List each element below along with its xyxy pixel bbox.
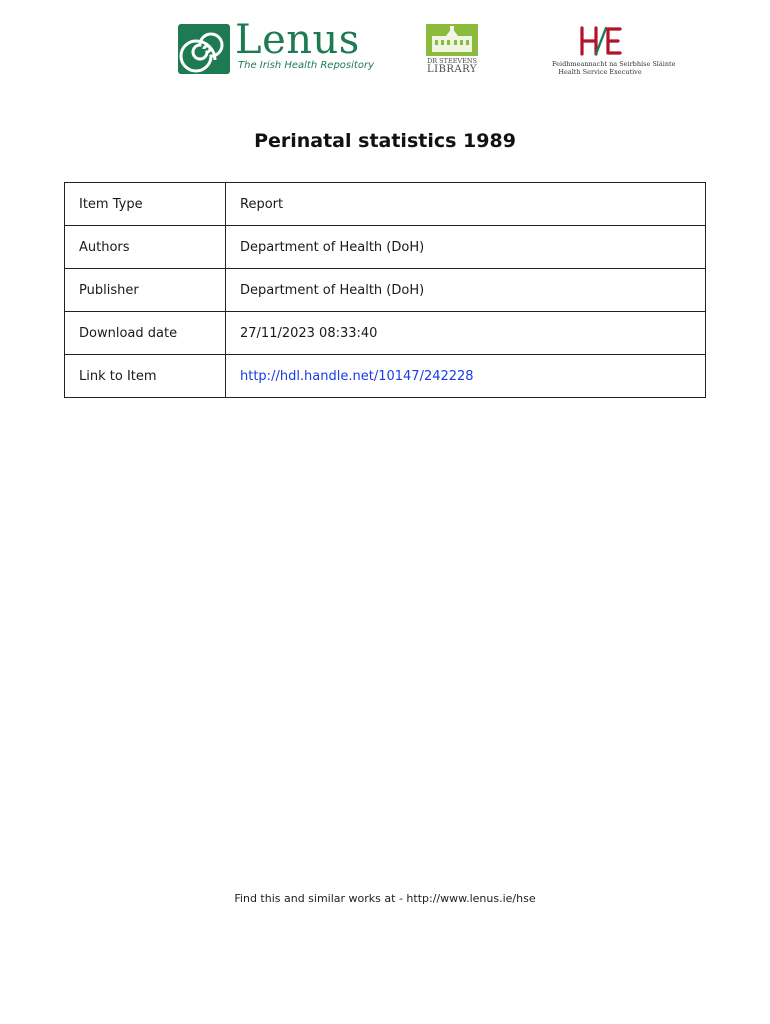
- hse-english-name: Health Service Executive: [558, 68, 642, 76]
- item-link[interactable]: http://hdl.handle.net/10147/242228: [240, 368, 474, 384]
- metadata-table: [64, 182, 706, 398]
- hse-mark-icon: [552, 22, 648, 58]
- lenus-logo[interactable]: [178, 17, 374, 76]
- steevens-line1: DR STEEVENS: [426, 57, 478, 65]
- row-label: Publisher: [65, 269, 226, 312]
- document-title: Perinatal statistics 1989: [254, 130, 516, 152]
- steevens-line2: LIBRARY: [426, 64, 477, 75]
- row-value: 27/11/2023 08:33:40: [226, 312, 706, 355]
- row-value: Department of Health (DoH): [226, 226, 706, 269]
- hse-logo[interactable]: [552, 22, 676, 78]
- library-building-icon: [426, 24, 478, 56]
- row-value-cell: [226, 355, 706, 398]
- row-value: Department of Health (DoH): [226, 269, 706, 312]
- lenus-tagline: The Irish Health Repository: [238, 60, 374, 71]
- table-row: [65, 312, 706, 355]
- table-row: [65, 226, 706, 269]
- table-row: [65, 355, 706, 398]
- table-row: [65, 183, 706, 226]
- row-label: Download date: [65, 312, 226, 355]
- row-label: Item Type: [65, 183, 226, 226]
- hse-irish-name: Feidhmeannacht na Seirbhíse Sláinte: [552, 60, 676, 68]
- lenus-swirl-icon: [178, 24, 230, 74]
- logo-bar: [0, 17, 770, 82]
- footer-text: Find this and similar works at - http://www.lenus.ie/hse: [234, 892, 536, 905]
- table-row: [65, 269, 706, 312]
- row-label: Authors: [65, 226, 226, 269]
- row-label: Link to Item: [65, 355, 226, 398]
- lenus-wordmark: Lenus: [235, 17, 360, 63]
- steevens-library-logo[interactable]: [426, 24, 478, 78]
- row-value: Report: [226, 183, 706, 226]
